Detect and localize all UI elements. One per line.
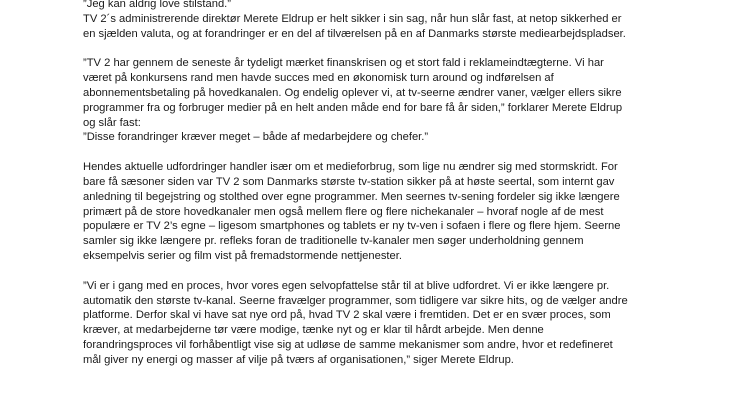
paragraph-spacer — [83, 41, 723, 56]
text-line: TV 2´s administrerende direktør Merete Eldrup er helt sikker i sin sag, når hun slår fast, at netop sikkerhed er — [83, 12, 622, 25]
text-line: ”Disse forandringer kræver meget – både af medarbejdere og chefer.” — [83, 131, 429, 144]
text-line: anledning til begejstring og stolthed over egne programmer. Men seernes tv-sening fordeler sig ikke længere — [83, 190, 620, 203]
document-page — [83, 0, 723, 368]
text-line: kræver, at medarbejderne tør være modige, tænke nyt og er klar til hårdt arbejde. Men denne — [83, 324, 544, 337]
text-line: eksempelvis serier og film vist på fremadstormende nettjenester. — [83, 249, 402, 262]
text-line: en sjælden valuta, og at forandringer er en del af tilværelsen på en af Danmarks største mediearbejdspladser. — [83, 27, 626, 40]
text-line: samler sig ikke længere pr. refleks foran de traditionelle tv-kanaler men søger underholdning gennem — [83, 235, 584, 248]
paragraph-spacer — [83, 145, 723, 160]
text-line: været på konkursens rand men havde succes med en økonomisk turn around og indførelsen af — [83, 72, 554, 85]
text-line: bare få sæsoner siden var TV 2 som Danmarks største tv-station sikker på at høste seertal, som internt gav — [83, 175, 615, 188]
text-line: ”Jeg kan aldrig love stilstand.” — [83, 0, 231, 10]
text-line: automatik den største tv-kanal. Seerne fravælger programmer, som tidligere var sikre hits, og de vælger andre — [83, 294, 628, 307]
text-line: ”Vi er i gang med en proces, hvor vores egen selvopfattelse står til at blive udfordret. Vi er ikke længere pr. — [83, 279, 610, 292]
text-line: Hendes aktuelle udfordringer handler især om et medieforbrug, som lige nu ændrer sig med stormskridt. For — [83, 161, 618, 174]
text-line: abonnementsbetaling på hovedkanalen. Og endelig oplever vi, at tv-seerne ændrer vaner, vælger ellers sikre — [83, 86, 622, 99]
text-line: mål giver ny energi og masser af vilje på tværs af organisationen,” siger Merete Eldrup. — [83, 353, 514, 366]
text-line: og slår fast: — [83, 116, 141, 129]
paragraph-intro — [83, 0, 723, 41]
text-line: ”TV 2 har gennem de seneste år tydeligt mærket finanskrisen og et stort fald i reklameindtægterne. Vi har — [83, 57, 604, 70]
text-line: forandringsproces vil forhåbentligt vise sig at udløse de samme mekanismer som andre, hvor et redefineret — [83, 338, 613, 351]
paragraph-quote-process — [83, 279, 723, 368]
text-line: primært på de store hovedkanaler men også mellem flere og flere nichekanaler – hvoraf nogle af de mest — [83, 205, 604, 218]
text-line: populære er TV 2’s egne – ligesom smartphones og tablets er ny tv-ven i sofaen i flere og flere hjem. Seerne — [83, 220, 621, 233]
paragraph-media-consumption — [83, 160, 723, 264]
paragraph-spacer — [83, 264, 723, 279]
text-line: programmer fra og forbruger medier på en helt anden måde end for bare få år siden,” forklarer Merete Eldrup — [83, 101, 623, 114]
paragraph-quote-finance — [83, 56, 723, 145]
text-line: platforme. Derfor skal vi have sat nye ord på, hvad TV 2 skal være i fremtiden. Det er en svær proces, som — [83, 309, 611, 322]
